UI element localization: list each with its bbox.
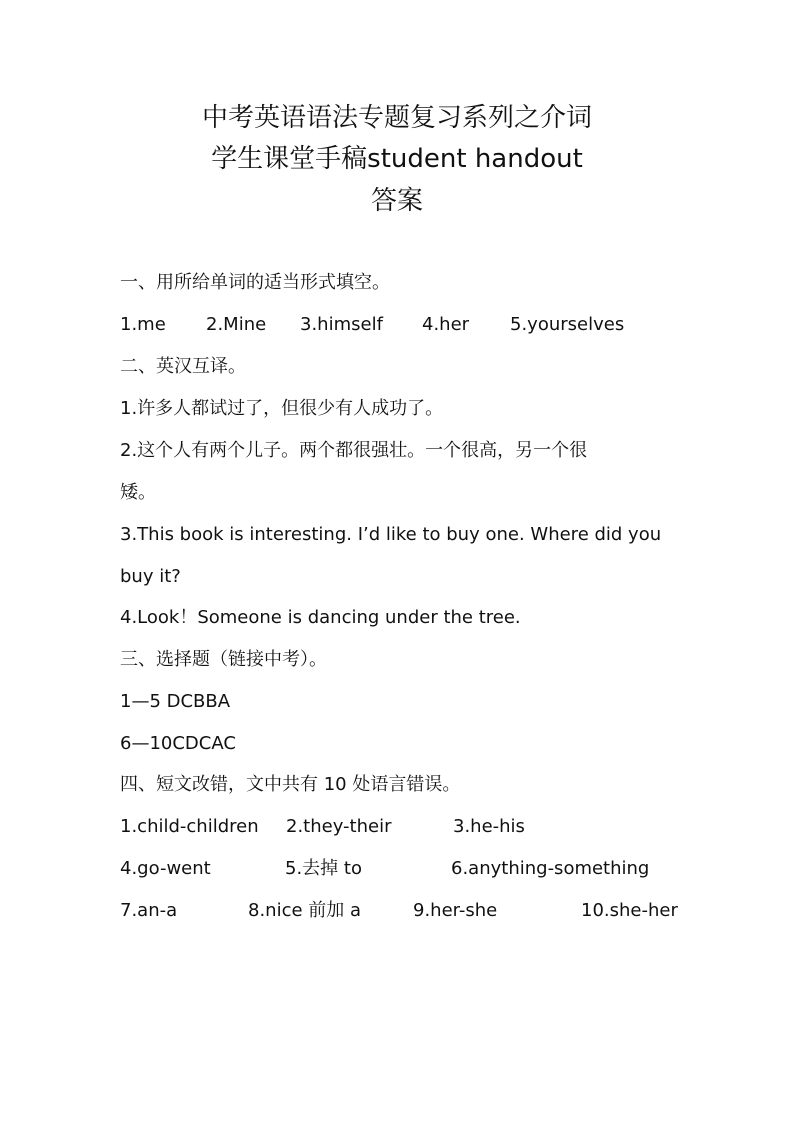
section-4-answer-5: 5.去掉 to	[285, 858, 362, 879]
section-3-answers-1-5: 1—5 DCBBA	[120, 691, 231, 712]
document-subtitle: 学生课堂手稿student handout	[211, 144, 583, 174]
section-2-item-4: 4.Look！Someone is dancing under the tree.	[120, 607, 521, 628]
section-4-answer-10: 10.she-her	[581, 900, 678, 921]
section-4-answer-1: 1.child-children	[120, 816, 259, 837]
section-1-answer-3: 3.himself	[300, 314, 383, 335]
section-2-item-2-line-1: 2.这个人有两个儿子。两个都很强壮。一个很高，另一个很	[120, 440, 588, 461]
section-3-heading: 三、选择题（链接中考）。	[120, 649, 327, 670]
section-1-answer-5: 5.yourselves	[510, 314, 625, 335]
section-2-item-2-line-2: 矮。	[120, 482, 156, 503]
section-2-item-3-line-2: buy it?	[120, 566, 181, 587]
section-4-answer-8: 8.nice 前加 a	[248, 900, 362, 921]
section-1-heading: 一、用所给单词的适当形式填空。	[120, 272, 390, 293]
section-4-answer-4: 4.go-went	[120, 858, 211, 879]
section-2-item-3-line-1: 3.This book is interesting. I’d like to buy one. Where did you	[120, 524, 662, 545]
section-4-answer-2: 2.they-their	[286, 816, 392, 837]
answer-heading: 答案	[370, 186, 423, 216]
section-4-answer-9: 9.her-she	[413, 900, 498, 921]
document-title: 中考英语语法专题复习系列之介词	[201, 103, 592, 133]
section-3-answers-6-10: 6—10CDCAC	[120, 733, 236, 754]
section-4-answer-3: 3.he-his	[453, 816, 525, 837]
section-4-answer-6: 6.anything-something	[451, 858, 650, 879]
section-1-answer-4: 4.her	[422, 314, 470, 335]
section-4-heading: 四、短文改错，文中共有 10 处语言错误。	[120, 774, 461, 795]
section-2-heading: 二、英汉互译。	[120, 356, 246, 377]
section-1-answer-1: 1.me	[120, 314, 166, 335]
section-2-item-1: 1.许多人都试过了，但很少有人成功了。	[120, 398, 444, 419]
section-4-answer-7: 7.an-a	[120, 900, 178, 921]
section-1-answer-2: 2.Mine	[206, 314, 267, 335]
